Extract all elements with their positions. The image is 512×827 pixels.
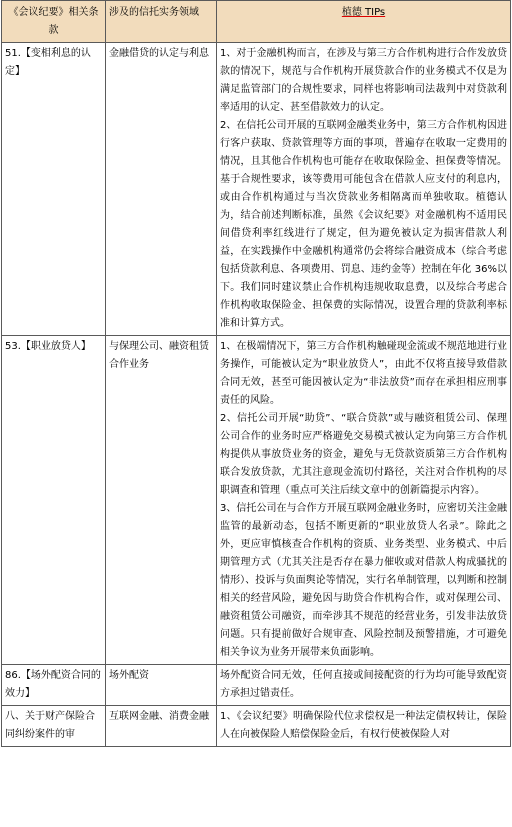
header-clause: 《会议纪要》相关条款 <box>2 1 106 43</box>
domain-cell: 场外配资 <box>106 665 217 706</box>
clause-cell: 八、关于财产保险合同纠纷案件的审 <box>2 706 106 747</box>
table-row <box>2 336 511 665</box>
tips-paragraph: 场外配资合同无效，任何直接或间接配资的行为均可能导致配资方承担过错责任。 <box>220 670 507 699</box>
tips-paragraph: 3、信托公司在与合作方开展互联网金融业务时，应密切关注金融监管的最新动态，包括不断更新的“职业放贷人名录”。除此之外，更应审慎核查合作机构的资质、业务类型、业务模式、中后期管理方式（尤其关注是否存在暴力催收或对借款人构成骚扰的情形）、投诉与负面舆论等情况，实行名单制管理，以判断和控制相关的经营风险，避免因与助贷合作机构合作，或对保理公司、融资租赁公司融资，而牵涉其不规范的经营业务，引发非法放贷问题。只有提前做好合规审查、风险控制及预警措施，才可避免相关争议为业务开展带来负面影响。 <box>220 503 507 658</box>
tips-cell <box>217 43 511 336</box>
header-domain: 涉及的信托实务领域 <box>106 1 217 43</box>
tips-paragraph: 2、信托公司开展“助贷”、“联合贷款”或与融资租赁公司、保理公司合作的业务时应严格避免交易模式被认定为向第三方合作机构提供从事放贷业务的资金，避免与无贷款资质第三方合作机构联合发放贷款，尤其注意现金流切付路径，关注对合作机构的尽职调查和管理（重点可关注后续文章中的创新篇提示内容）。 <box>220 413 507 496</box>
tips-paragraph: 1、在极端情况下，第三方合作机构触碰现金流或不规范地进行业务操作，可能被认定为“职业放贷人”，由此不仅将直接导致借款合同无效，甚至可能因被认定为“非法放贷”而存在承担相应刑事责任的风险。 <box>220 341 507 406</box>
tips-paragraph: 1、《会议纪要》明确保险代位求偿权是一种法定债权转让，保险人在向被保险人赔偿保险金后，有权行使被保险人对 <box>220 711 507 740</box>
clause-cell: 53.【职业放贷人】 <box>2 336 106 665</box>
domain-cell: 与保理公司、融资租赁合作业务 <box>106 336 217 665</box>
table-row <box>2 706 511 747</box>
clause-cell: 86.【场外配资合同的效力】 <box>2 665 106 706</box>
table-row <box>2 43 511 336</box>
tips-paragraph: 1、对于金融机构而言，在涉及与第三方合作机构进行合作发放贷款的情况下，规范与合作机构开展贷款合作的业务模式不仅是为满足监管部门的合规性要求，同样也将影响司法裁判中对贷款利率适用的认定、甚至借款效力的认定。 <box>220 48 507 113</box>
domain-cell: 互联网金融、消费金融 <box>106 706 217 747</box>
table-header-row <box>2 1 511 43</box>
clause-table <box>1 0 511 747</box>
tips-cell <box>217 336 511 665</box>
clause-cell: 51.【变相利息的认定】 <box>2 43 106 336</box>
header-tips-label: 植德 TIPs <box>341 7 386 18</box>
header-tips <box>217 1 511 43</box>
tips-paragraph: 2、在信托公司开展的互联网金融类业务中，第三方合作机构因进行客户获取、贷款管理等方面的事项，普遍存在收取一定费用的情况，且其他合作机构也可能存在收取保险金、担保费等情况。基于合规性要求，该等费用可能包含在借款人应支付的利息内，或由合作机构通过与当次贷款业务相隔离而单独收取。植德认为，结合前述判断标准，虽然《会议纪要》对金融机构不适用民间借贷利率红线进行了规定，但为避免被认定为损害借款人利益，在实践操作中金融机构通常仍会将综合融资成本（综合考虑包括贷款利息、各项费用、罚息、违约金等）控制在年化 36%以下。我们同时建议禁止合作机构违规收取息费，以及综合考虑合作机构收取保险金、担保费的实际情况，设置合理的贷款利率标准和计算方式。 <box>220 120 507 329</box>
domain-cell: 金融借贷的认定与利息 <box>106 43 217 336</box>
tips-cell <box>217 665 511 706</box>
tips-cell <box>217 706 511 747</box>
table-row <box>2 665 511 706</box>
